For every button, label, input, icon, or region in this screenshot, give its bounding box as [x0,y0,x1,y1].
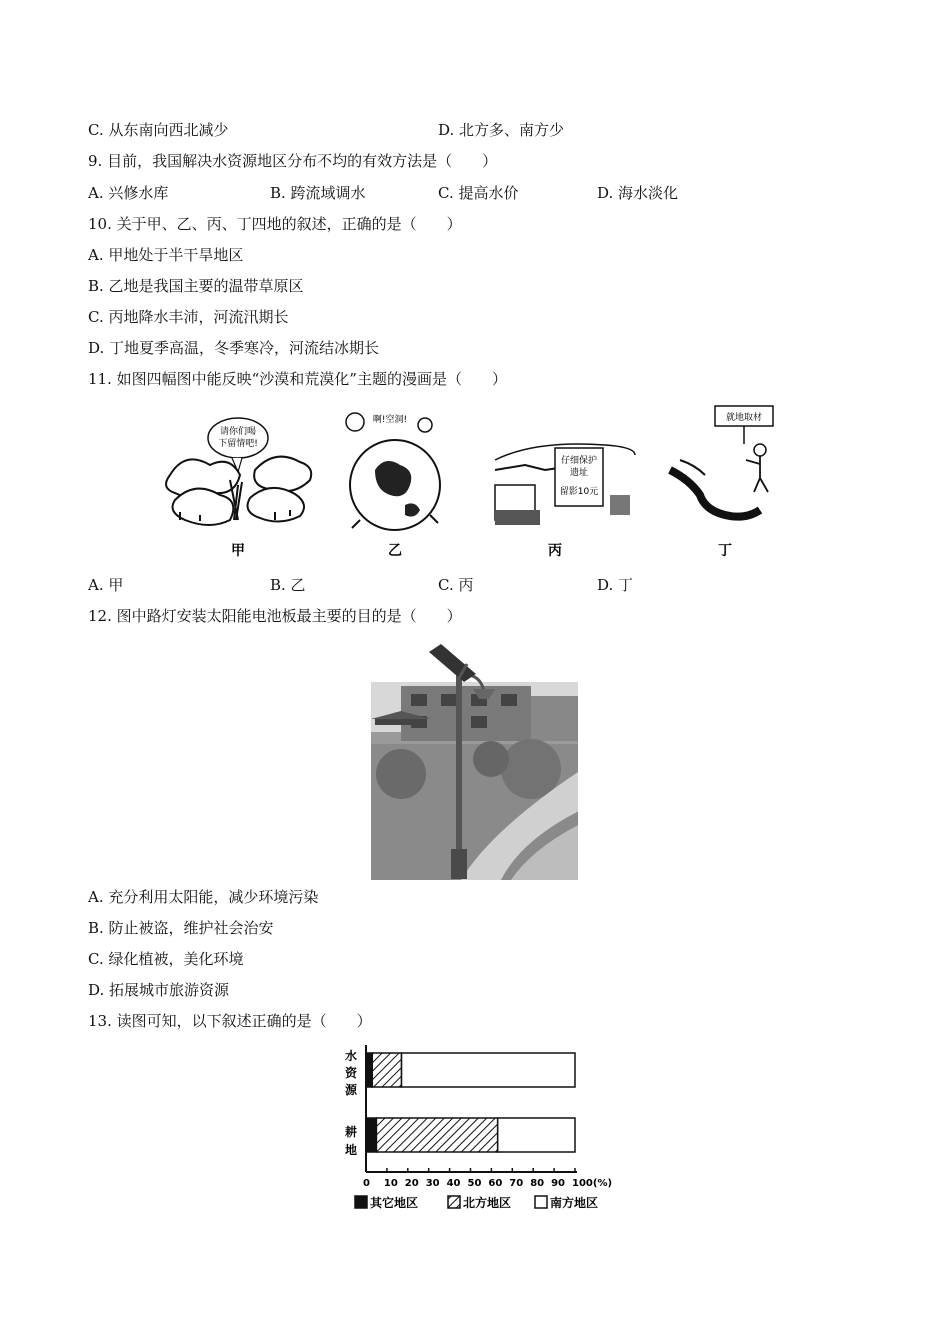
sign-ding: 就地取材 [725,413,763,423]
category-label-char: 水 [344,1049,358,1063]
category-label-char: 地 [344,1143,358,1157]
x-tick-label: 40 [446,1178,461,1189]
x-tick-label: 30 [425,1178,440,1189]
legend-swatch [355,1196,367,1208]
caption-bing: 丙 [548,543,562,559]
x-tick-label: 0 [363,1178,370,1189]
caption-ding: 丁 [718,543,732,559]
legend-swatch [535,1196,547,1208]
x-tick-label: 10 [383,1178,398,1189]
x-tick-label: 80 [530,1178,545,1189]
q11-option-d: D. 丁 [597,576,634,594]
x-tick-label: 100(%) [572,1178,613,1189]
q9-option-c: C. 提高水价 [438,184,519,202]
q13-stem: 13. 读图可知，以下叙述正确的是（ ） [88,1012,372,1030]
bar-耕地-南方地区 [498,1118,575,1152]
q12-option-c: C. 绿化植被，美化环境 [88,950,244,968]
legend-label: 南方地区 [550,1196,599,1210]
q11-option-c: C. 丙 [438,576,474,594]
q11-option-a: A. 甲 [88,576,124,594]
bubble-yi: 啊!空洞! [372,415,408,425]
cartoon-bing [495,444,635,559]
cartoon-figure [160,400,800,565]
q12-option-a: A. 充分利用太阳能，减少环境污染 [88,888,319,906]
category-label-char: 源 [344,1083,358,1097]
q9-option-b: B. 跨流域调水 [270,184,366,202]
category-label-char: 资 [344,1066,358,1080]
q12-option-d: D. 拓展城市旅游资源 [88,981,230,999]
legend-swatch [448,1196,460,1208]
x-tick-label: 20 [404,1178,419,1189]
sign-bing-line3: 留影10元 [559,487,599,497]
sign-bing-line1: 仔细保护 [560,456,598,466]
bar-耕地-其它地区 [366,1118,376,1152]
x-tick-label: 70 [509,1178,524,1189]
cartoon-ding [670,406,773,559]
q9-stem: 9. 目前，我国解决水资源地区分布不均的有效方法是（ ） [88,152,498,170]
solar-streetlight-photo [371,634,578,880]
q10-option-a: A. 甲地处于半干旱地区 [88,246,244,264]
q10-stem: 10. 关于甲、乙、丙、丁四地的叙述，正确的是（ ） [88,215,462,233]
bubble-jia-line2: 下留情吧! [218,439,258,449]
cartoon-yi [346,413,440,559]
q11-stem: 11. 如图四幅图中能反映“沙漠和荒漠化”主题的漫画是（ ） [88,370,507,388]
x-tick-label: 90 [551,1178,566,1189]
caption-yi: 乙 [388,543,402,559]
x-tick-label: 60 [488,1178,503,1189]
q12-option-b: B. 防止被盗，维护社会治安 [88,919,274,937]
bar-水资源-北方地区 [372,1053,401,1087]
caption-jia: 甲 [231,543,245,559]
category-label-char: 耕 [344,1125,358,1139]
q10-option-d: D. 丁地夏季高温，冬季寒冷，河流结冰期长 [88,339,380,357]
bar-水资源-其它地区 [366,1053,372,1087]
q12-stem: 12. 图中路灯安装太阳能电池板最主要的目的是（ ） [88,607,462,625]
legend-label: 其它地区 [370,1196,419,1210]
bar-水资源-南方地区 [402,1053,575,1087]
q9-option-a: A. 兴修水库 [88,184,169,202]
sign-bing-line2: 遗址 [569,468,589,478]
bubble-jia-line1: 请你们喝 [219,427,257,437]
legend-label: 北方地区 [463,1196,512,1210]
q8-option-d: D. 北方多、南方少 [438,121,565,139]
bar-耕地-北方地区 [376,1118,497,1152]
cartoon-jia [166,418,311,559]
q10-option-b: B. 乙地是我国主要的温带草原区 [88,277,304,295]
x-tick-label: 50 [467,1178,482,1189]
q9-option-d: D. 海水淡化 [597,184,679,202]
q8-option-c: C. 从东南向西北减少 [88,121,229,139]
q10-option-c: C. 丙地降水丰沛，河流汛期长 [88,308,289,326]
resource-distribution-chart [335,1040,635,1220]
q11-option-b: B. 乙 [270,576,306,594]
